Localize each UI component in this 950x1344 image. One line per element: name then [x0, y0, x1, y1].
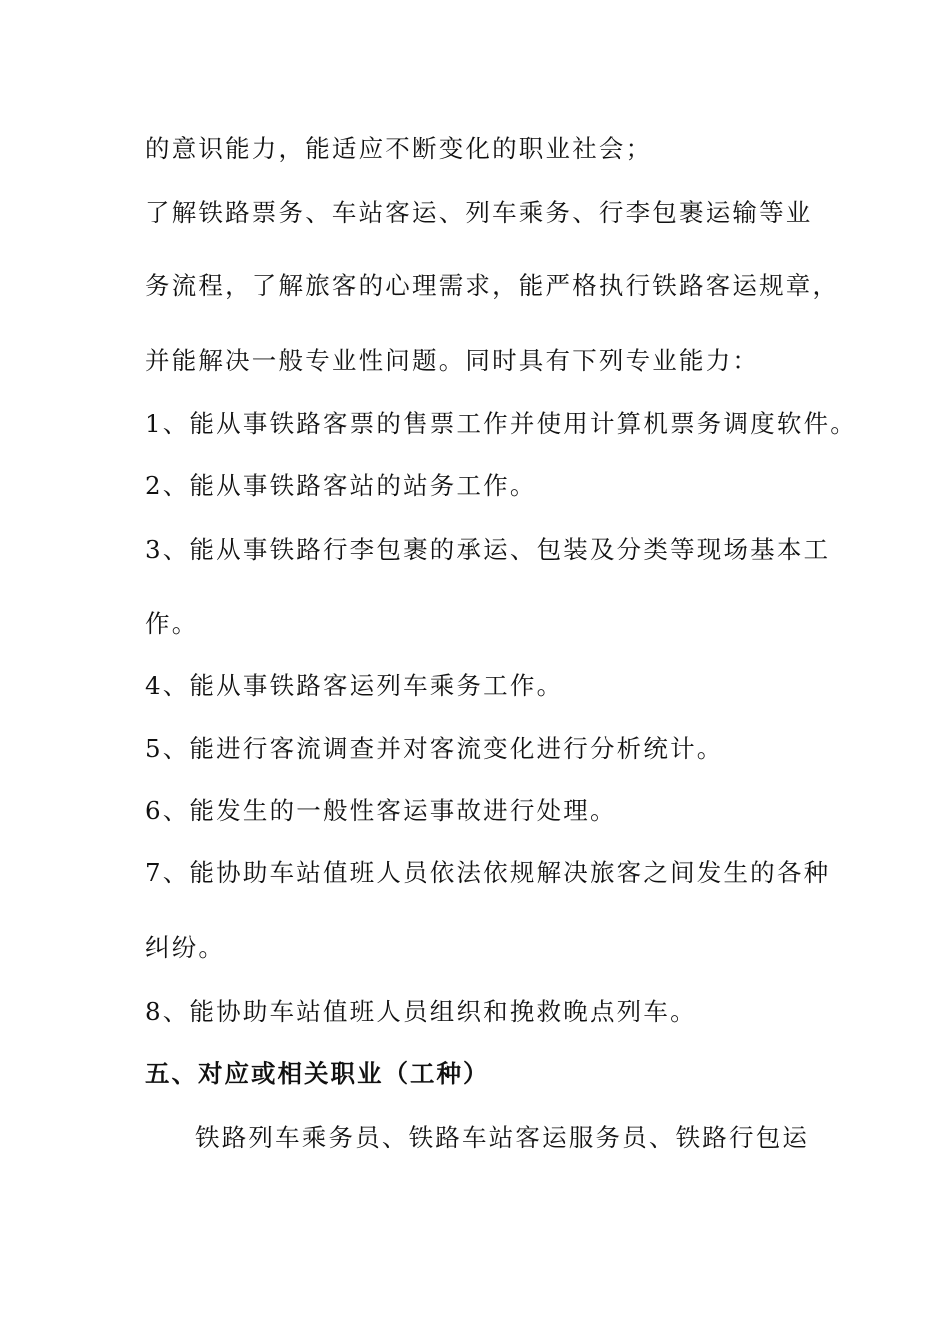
list-item: 4、能从事铁路客运列车乘务工作。	[145, 671, 564, 700]
text-line: 的意识能力，能适应不断变化的职业社会；	[145, 134, 653, 163]
text-line: 了解铁路票务、车站客运、列车乘务、行李包裹运输等业	[145, 198, 813, 227]
list-item-continuation: 纠纷。	[145, 933, 226, 962]
section-heading: 五、对应或相关职业（工种）	[145, 1059, 490, 1088]
list-item: 5、能进行客流调查并对客流变化进行分析统计。	[145, 734, 724, 763]
list-item: 1、能从事铁路客票的售票工作并使用计算机票务调度软件。	[145, 409, 857, 438]
list-item-continuation: 作。	[145, 609, 199, 638]
list-item: 3、能从事铁路行李包裹的承运、包装及分类等现场基本工	[145, 535, 831, 564]
list-item: 8、能协助车站值班人员组织和挽救晚点列车。	[145, 997, 697, 1026]
list-item: 7、能协助车站值班人员依法依规解决旅客之间发生的各种	[145, 858, 831, 887]
text-line: 务流程，了解旅客的心理需求，能严格执行铁路客运规章，	[145, 271, 840, 300]
list-item: 6、能发生的一般性客运事故进行处理。	[145, 796, 617, 825]
text-line: 并能解决一般专业性问题。同时具有下列专业能力：	[145, 346, 760, 375]
paragraph-text: 铁路列车乘务员、铁路车站客运服务员、铁路行包运	[195, 1123, 810, 1152]
list-item: 2、能从事铁路客站的站务工作。	[145, 471, 537, 500]
